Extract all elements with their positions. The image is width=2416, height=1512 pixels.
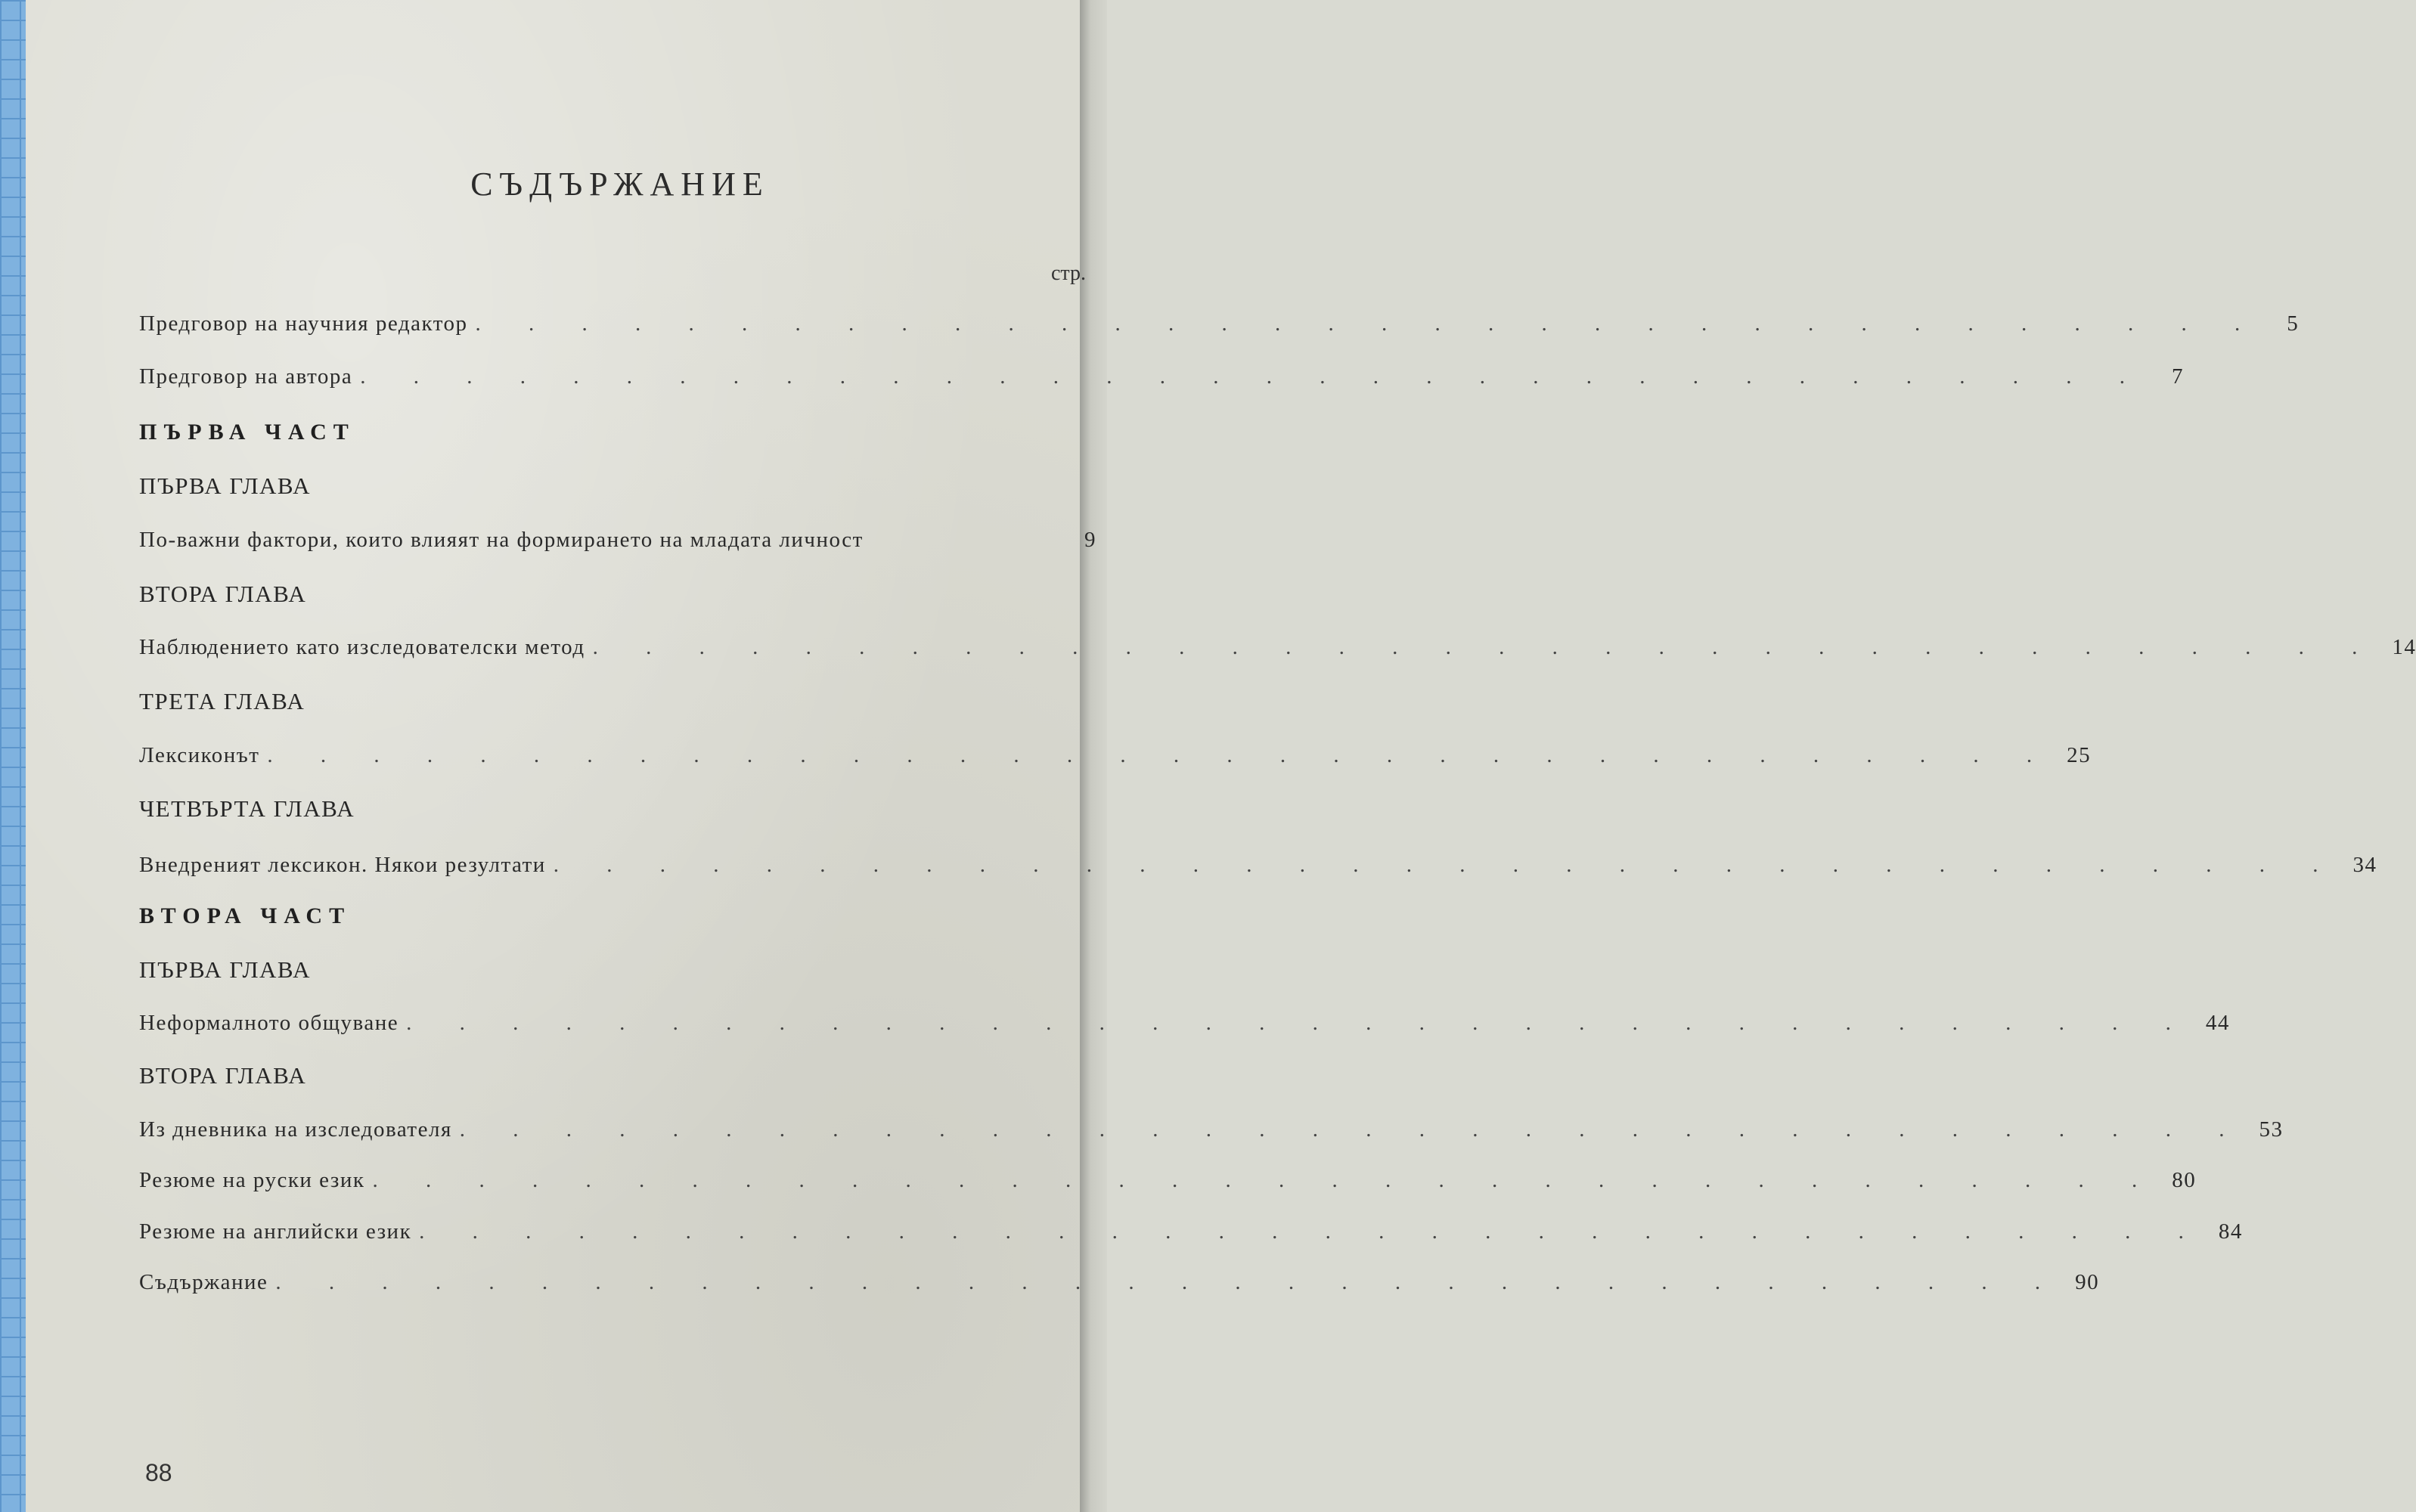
toc-entry-page: 34 (2352, 853, 2377, 877)
page-title: СЪДЪРЖАНИЕ (470, 166, 770, 203)
toc-entry-title: Съдържание (139, 1270, 268, 1294)
toc-entry (139, 364, 2184, 398)
toc-entry-title: Резюме на руски език (139, 1168, 365, 1192)
grid-paper-background (0, 0, 26, 1512)
dot-leader: . . . . . . . . . . . . . . . . . . . . . . . . . . . . . . . . . . (275, 1270, 2062, 1294)
dot-leader: . . . . . . . . . . . . . . . . . . . . . . . . . . . . . . . . . . (360, 364, 2146, 389)
toc-entry-page: 80 (2172, 1168, 2197, 1192)
pages-column-label: стр. (1051, 262, 1087, 285)
dot-leader: . . . . . . . . . . . . . . . . . . . . . . . . . . . . . . . . . . (419, 1219, 2205, 1244)
dot-leader: . . . . . . . . . . . . . . . . . . . . . . . . . . . . . . . . . . (553, 853, 2340, 877)
toc-entry (139, 635, 2416, 668)
toc-entry-page: 90 (2075, 1270, 2100, 1294)
toc-entry-title: Из дневника на изследователя (139, 1117, 452, 1142)
toc-entry-title: Предговор на научния редактор (139, 311, 468, 336)
toc-entry (139, 743, 2092, 776)
toc-entry (139, 1168, 2197, 1201)
toc-entry (139, 1219, 2243, 1253)
toc-entry-page: 5 (2287, 311, 2300, 336)
toc-entry-page: 44 (2205, 1011, 2230, 1035)
toc-entry-page: 25 (2067, 743, 2092, 767)
dot-leader: . . . . . . . . . . . . . . . . . . . . . . . . . . . . . . . . . . (406, 1011, 2192, 1035)
toc-entry-page: 14 (2392, 635, 2416, 659)
toc-entry (139, 311, 2300, 345)
toc-entry-page: 84 (2218, 1219, 2243, 1244)
toc-entry (139, 1117, 2284, 1151)
chapter-heading: ПЪРВА ГЛАВА (139, 472, 311, 499)
toc-entry (139, 1011, 2230, 1044)
toc-entry-title: Предговор на автора (139, 364, 353, 389)
dot-leader: . . . . . . . . . . . . . . . . . . . . . . . . . . . . . . . . . . (592, 635, 2379, 659)
toc-entry-title: Неформалното общуване (139, 1011, 399, 1035)
page-number: 88 (145, 1459, 172, 1486)
dot-leader: . . . . . . . . . . . . . . . . . . . . . . . . . . . . . . . . . . (459, 1117, 2246, 1142)
toc-entry-title: Лексиконът (139, 743, 260, 767)
dot-leader: . . . . . . . . . . . . . . . . . . . . . . . . . . . . . . . . . . (372, 1168, 2159, 1192)
toc-entry-title: Наблюдението като изследователски метод (139, 635, 585, 659)
toc-entry-page: 53 (2259, 1117, 2284, 1142)
dot-leader: . . . . . . . . . . . . . . . . . . . . . . . . . . . . . . . . . . (475, 311, 2262, 336)
chapter-heading: ПЪРВА ГЛАВА (139, 956, 311, 983)
dot-leader: . . . . . . . . . . . . . . . . . . . . . . . . . . . . . . . . . . (267, 743, 2054, 767)
chapter-heading: ТРЕТА ГЛАВА (139, 688, 305, 714)
toc-entry-title: Внедреният лексикон. Някои резултати (139, 853, 546, 877)
chapter-heading: ВТОРА ГЛАВА (139, 581, 307, 607)
chapter-heading: ВТОРА ГЛАВА (139, 1062, 307, 1089)
part-heading: ВТОРА ЧАСТ (139, 903, 352, 928)
toc-entry-title: Резюме на английски език (139, 1219, 412, 1244)
toc-entry-page: 7 (2172, 364, 2184, 389)
toc-entry-page: 9 (1084, 528, 1096, 552)
toc-entry (139, 528, 1096, 561)
toc-entry (139, 1270, 2100, 1303)
toc-entry-title: По-важни фактори, които влияят на формирането на младата личност (139, 528, 864, 552)
chapter-heading: ЧЕТВЪРТА ГЛАВА (139, 795, 355, 822)
toc-entry (139, 853, 2377, 886)
part-heading: ПЪРВА ЧАСТ (139, 420, 355, 445)
